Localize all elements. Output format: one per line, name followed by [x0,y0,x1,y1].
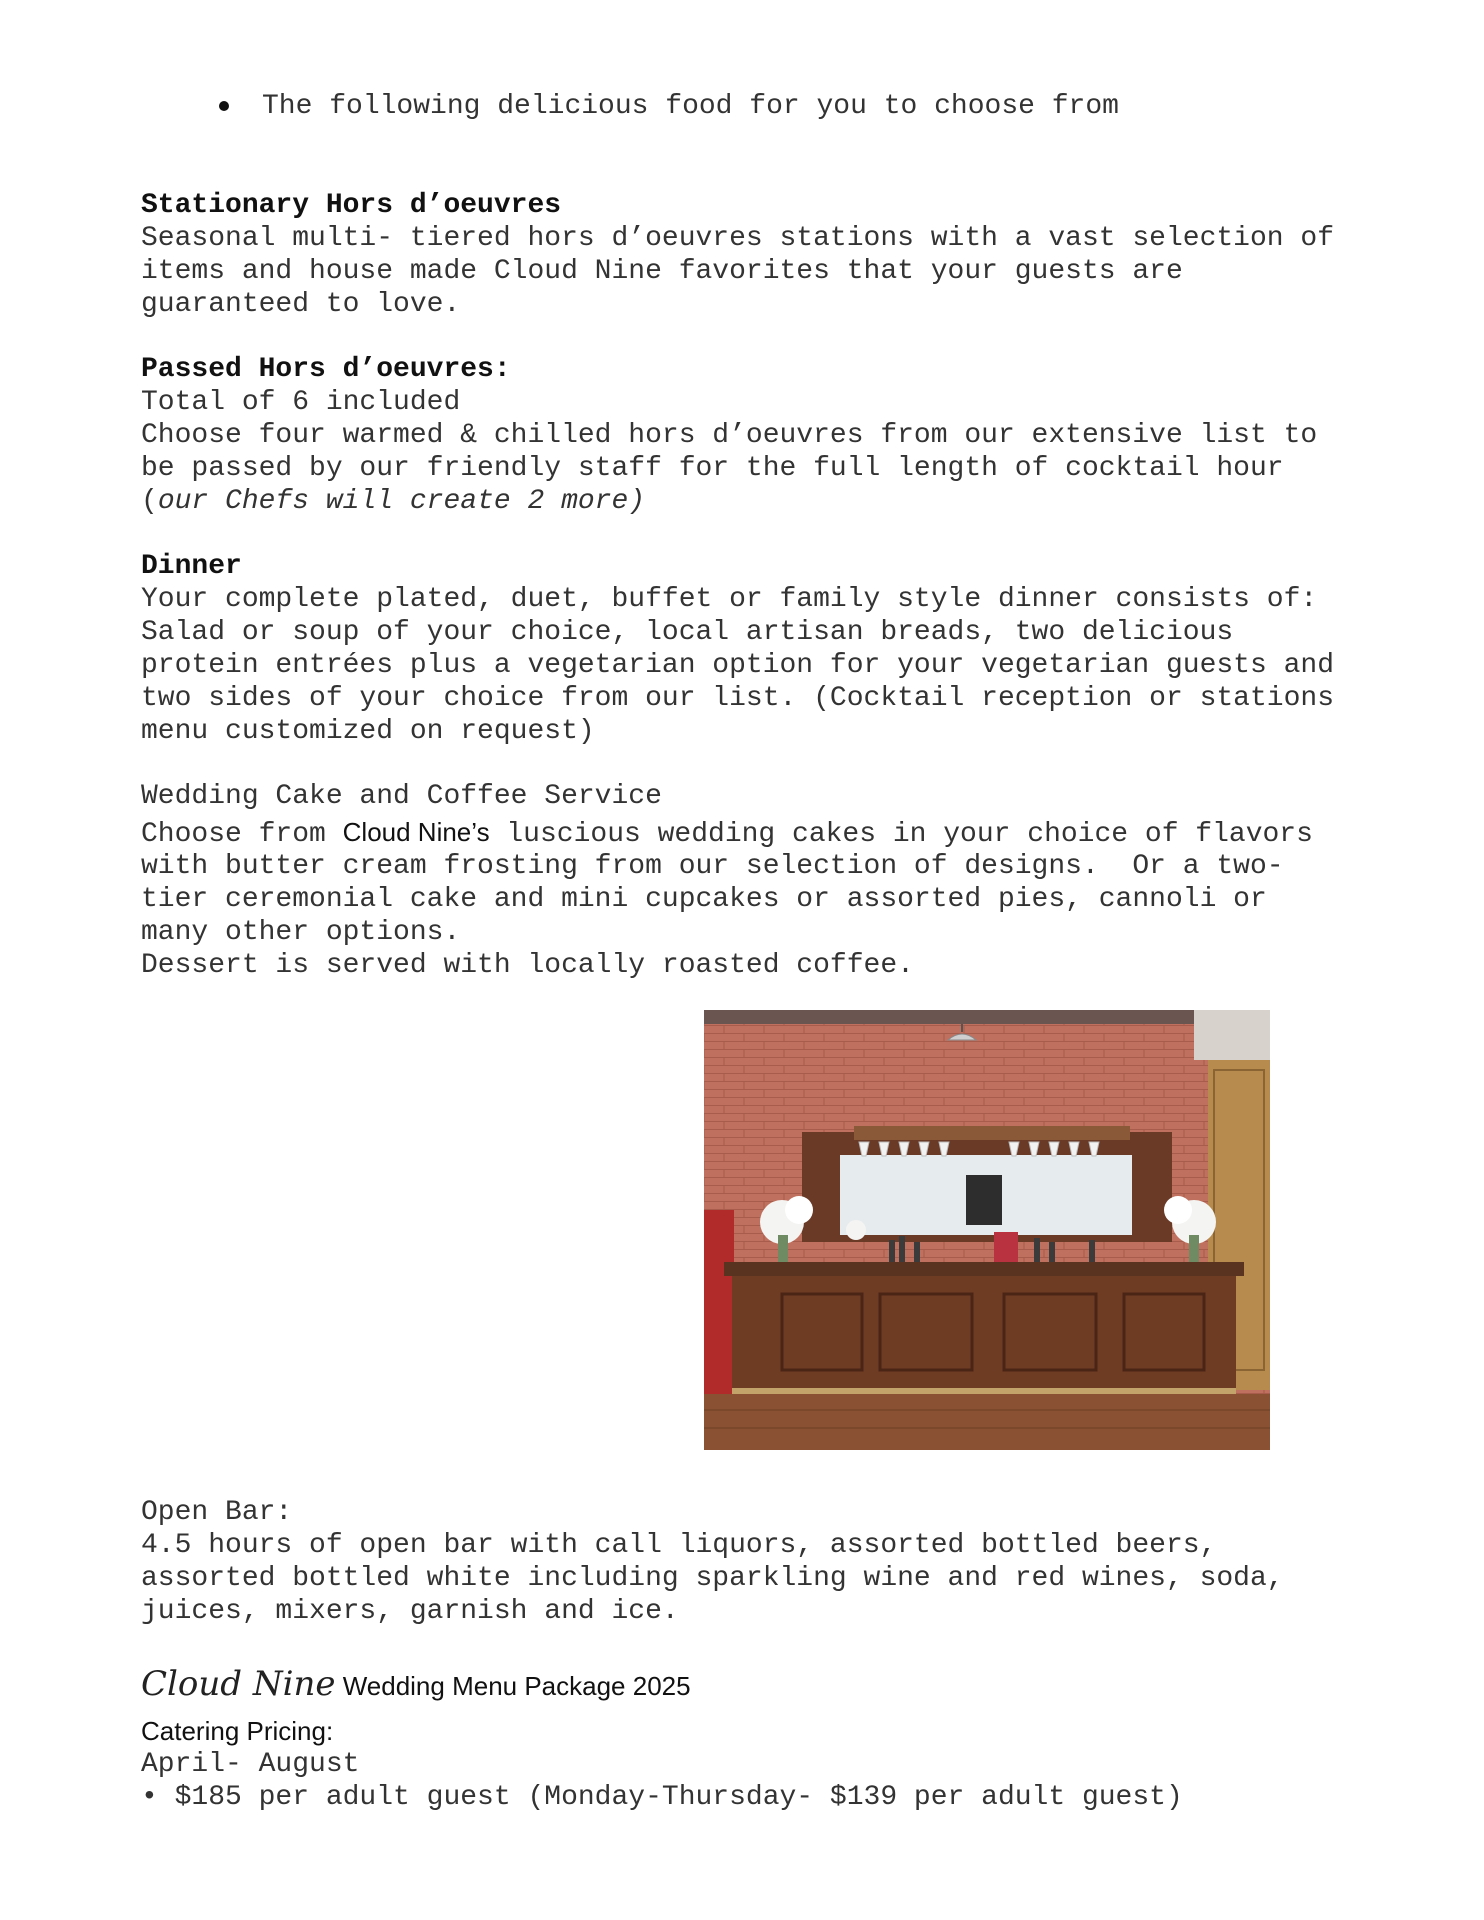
dinner-line: menu customized on request) [141,716,595,747]
passed-line: Total of 6 included [141,387,461,418]
bullet-icon [219,101,229,111]
dinner-line: protein entrées plus a vegetarian option for your vegetarian guests and [141,650,1334,681]
bar-heading: Open Bar: [141,1497,293,1528]
cake-line [141,816,1313,851]
passed-note [141,485,645,518]
cake-line: Dessert is served with locally roasted coffee. [141,950,914,981]
bar-photo [704,1010,1270,1450]
cake-brand: Cloud Nine’s [342,817,490,847]
stationary-line: Seasonal multi- tiered hors d’oeuvres stations with a vast selection of [141,223,1334,254]
dinner-line: two sides of your choice from our list. (Cocktail reception or stations [141,683,1334,714]
passed-heading: Passed Hors d’oeuvres: [141,354,511,385]
dinner-line: Salad or soup of your choice, local artisan breads, two delicious [141,617,1234,648]
cake-line: many other options. [141,917,461,948]
pricing-label: Catering Pricing: [141,1716,334,1746]
bar-line: 4.5 hours of open bar with call liquors, assorted bottled beers, [141,1530,1217,1561]
bar-line: assorted bottled white including sparkling wine and red wines, soda, [141,1563,1284,1594]
package-title [141,1662,691,1713]
stationary-line: guaranteed to love. [141,289,461,320]
bar-photo-illustration [704,1010,1270,1450]
dinner-line: Your complete plated, duet, buffet or family style dinner consists of: [141,584,1318,615]
package-brand: Cloud Nine [141,1664,336,1704]
cake-heading: Wedding Cake and Coffee Service [141,781,662,812]
pricing-season: April- August [141,1749,360,1780]
passed-line: be passed by our friendly staff for the full length of cocktail hour [141,453,1284,484]
dinner-heading: Dinner [141,551,242,582]
stationary-heading: Stationary Hors d’oeuvres [141,190,562,221]
passed-note-paren: ( [141,486,158,517]
stationary-line: items and house made Cloud Nine favorites that your guests are [141,256,1183,287]
passed-line: Choose four warmed & chilled hors d’oeuvres from our extensive list to [141,420,1318,451]
cake-line: with butter cream frosting from our selection of designs. Or a two- [141,851,1284,882]
pricing-line: • $185 per adult guest (Monday-Thursday- $139 per adult guest) [141,1782,1183,1813]
intro-bullet-text: The following delicious food for you to choose from [262,91,1119,122]
cake-line: tier ceremonial cake and mini cupcakes or assorted pies, cannoli or [141,884,1267,915]
package-title-text: Wedding Menu Package 2025 [335,1671,691,1701]
passed-note-italic: our Chefs will create 2 more) [157,486,646,517]
cake-line-post: luscious wedding cakes in your choice of flavors [489,819,1313,850]
bar-line: juices, mixers, garnish and ice. [141,1596,679,1627]
cake-line-pre: Choose from [141,819,343,850]
